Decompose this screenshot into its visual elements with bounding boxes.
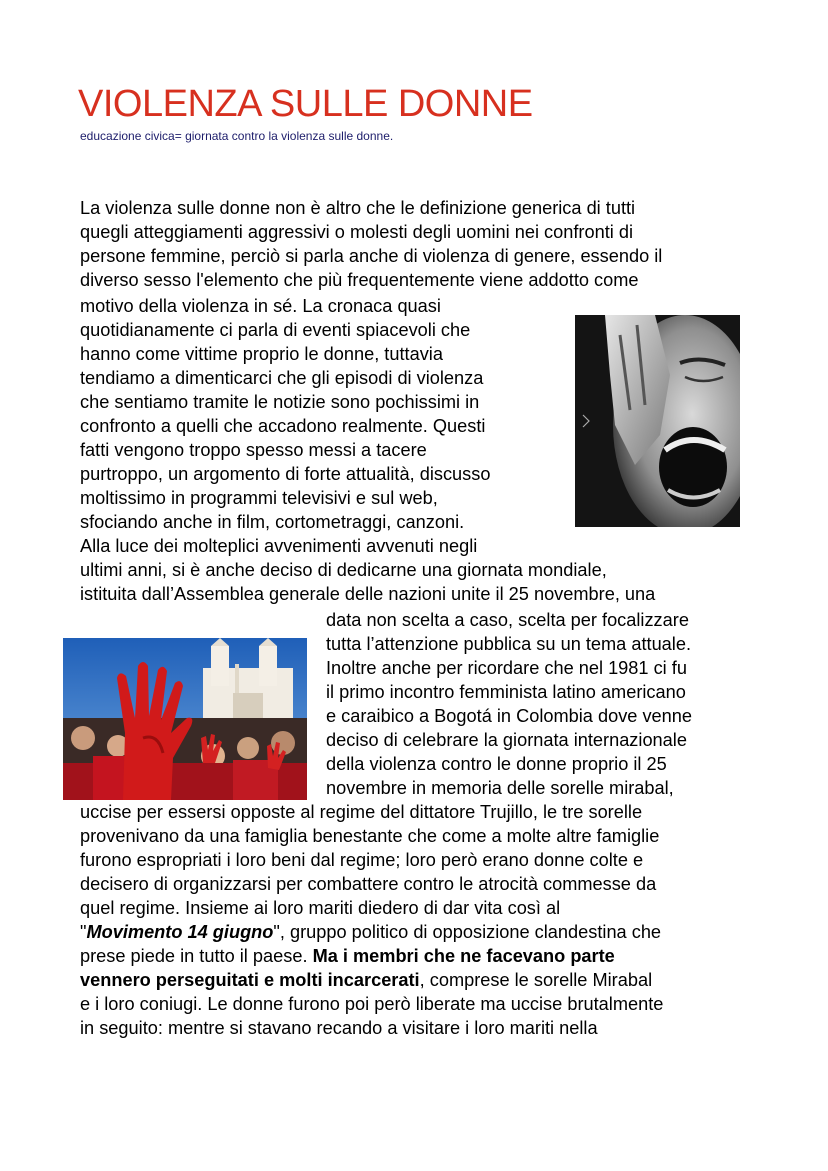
page-subtitle: educazione civica= giornata contro la violenza sulle donne. bbox=[80, 129, 394, 143]
text-fragment: prese piede in tutto il paese. bbox=[80, 946, 313, 966]
text-line: e i loro coniugi. Le donne furono poi però liberate ma uccise brutalmente bbox=[80, 994, 664, 1014]
text-line: uccise per essersi opposte al regime del dittatore Trujillo, le tre sorelle bbox=[80, 802, 643, 822]
text-line: quegli atteggiamenti aggressivi o molesti degli uomini nei confronti di bbox=[80, 222, 634, 242]
text-line: confronto a quelli che accadono realmente. Questi bbox=[80, 416, 486, 436]
text-line: ultimi anni, si è anche deciso di dedicarne una giornata mondiale, bbox=[80, 560, 607, 580]
text-line: La violenza sulle donne non è altro che le definizione generica di tutti bbox=[80, 198, 636, 218]
text-fragment: ", gruppo politico di opposizione clandestina che bbox=[273, 922, 662, 942]
text-line: persone femmine, perciò si parla anche di violenza di genere, essendo il bbox=[80, 246, 663, 266]
text-line: hanno come vittime proprio le donne, tuttavia bbox=[80, 344, 443, 364]
quote-mark: " bbox=[80, 922, 87, 942]
screaming-woman-photo bbox=[575, 315, 740, 527]
text-fragment: , comprese le sorelle Mirabal bbox=[419, 970, 653, 990]
text-line: decisero di organizzarsi per combattere contro le atrocità commesse da bbox=[80, 874, 657, 894]
text-line: quel regime. Insieme ai loro mariti diedero di dar vita così al bbox=[80, 898, 561, 918]
text-line: tutta l’attenzione pubblica su un tema attuale. bbox=[326, 634, 692, 654]
page-title: VIOLENZA SULLE DONNE bbox=[78, 83, 533, 125]
text-line: Inoltre anche per ricordare che nel 1981 ci fu bbox=[326, 658, 687, 678]
red-hands-protest-photo bbox=[63, 638, 307, 800]
text-line: data non scelta a caso, scelta per focalizzare bbox=[326, 610, 689, 630]
text-line: sfociando anche in film, cortometraggi, canzoni. bbox=[80, 512, 465, 532]
text-line: diverso sesso l'elemento che più frequentemente viene addotto come bbox=[80, 270, 639, 290]
text-line: deciso di celebrare la giornata internazionale bbox=[326, 730, 687, 750]
text-line bbox=[80, 968, 652, 992]
text-line: provenivano da una famiglia benestante che come a molte altre famiglie bbox=[80, 826, 660, 846]
text-line: e caraibico a Bogotá in Colombia dove venne bbox=[326, 706, 693, 726]
movement-name: Movimento 14 giugno bbox=[86, 922, 274, 942]
bold-fragment: Ma i membri che ne facevano parte bbox=[312, 946, 615, 966]
text-line: novembre in memoria delle sorelle mirabal, bbox=[326, 778, 674, 798]
text-line: moltissimo in programmi televisivi e sul web, bbox=[80, 488, 438, 508]
text-line: Alla luce dei molteplici avvenimenti avvenuti negli bbox=[80, 536, 478, 556]
text-line bbox=[80, 944, 615, 968]
text-line: tendiamo a dimenticarci che gli episodi di violenza bbox=[80, 368, 484, 388]
text-line: in seguito: mentre si stavano recando a visitare i loro mariti nella bbox=[80, 1018, 598, 1038]
text-line: istituita dall’Assemblea generale delle nazioni unite il 25 novembre, una bbox=[80, 584, 656, 604]
text-line: purtroppo, un argomento di forte attualità, discusso bbox=[80, 464, 491, 484]
text-line: fatti vengono troppo spesso messi a tacere bbox=[80, 440, 427, 460]
text-line: furono espropriati i loro beni dal regime; loro però erano donne colte e bbox=[80, 850, 644, 870]
text-line: della violenza contro le donne proprio il 25 bbox=[326, 754, 667, 774]
bold-fragment: vennero perseguitati e molti incarcerati bbox=[80, 970, 420, 990]
text-line: che sentiamo tramite le notizie sono pochissimi in bbox=[80, 392, 480, 412]
text-line: quotidianamente ci parla di eventi spiacevoli che bbox=[80, 320, 471, 340]
text-line bbox=[80, 920, 661, 944]
text-line: motivo della violenza in sé. La cronaca quasi bbox=[80, 296, 441, 316]
text-line: il primo incontro femminista latino americano bbox=[326, 682, 686, 702]
